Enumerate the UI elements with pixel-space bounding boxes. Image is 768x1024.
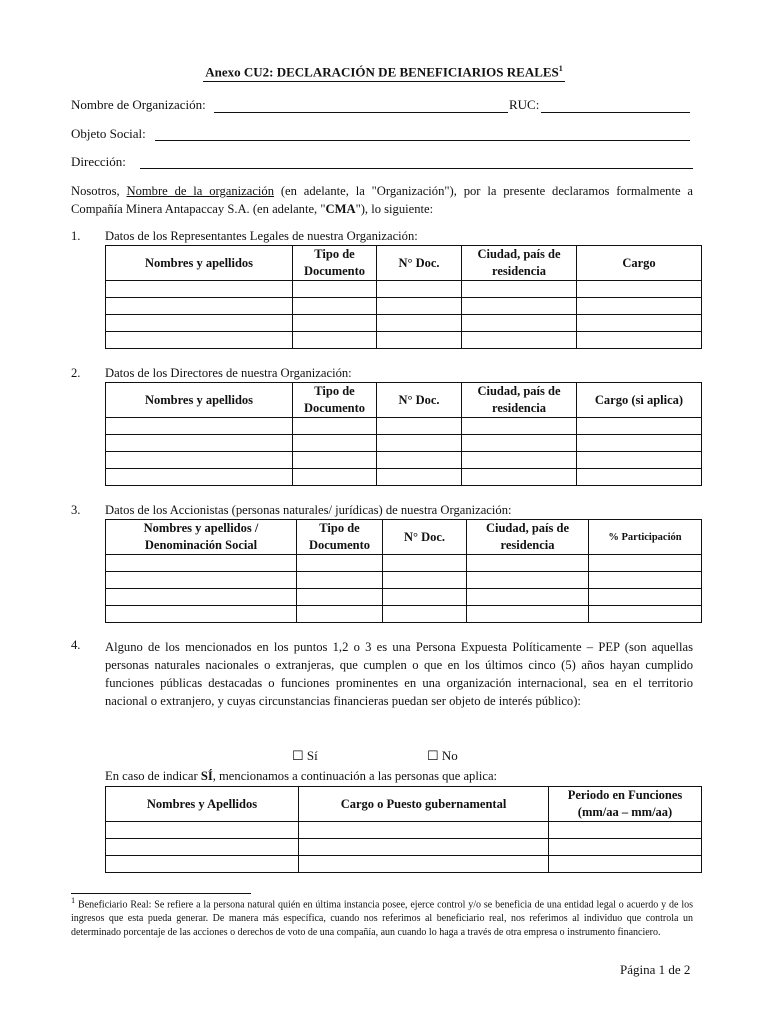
- intro-paragraph: Nosotros, Nombre de la organización (en adelante, la "Organización"), por la presente declaramos formalmente a Compañía Minera Antapaccay S.A. (en adelante, "CMA"), lo siguiente:: [71, 184, 693, 216]
- table-cell[interactable]: [106, 452, 293, 469]
- table-cell[interactable]: [293, 469, 377, 486]
- table-row: [106, 555, 702, 572]
- table-cell[interactable]: [589, 572, 702, 589]
- table-cell[interactable]: [383, 555, 467, 572]
- table-cell[interactable]: [377, 469, 462, 486]
- ruc-label: RUC:: [509, 97, 540, 112]
- table-cell[interactable]: [467, 572, 589, 589]
- representantes-table: [105, 245, 702, 349]
- table-cell[interactable]: [106, 606, 297, 623]
- table-cell[interactable]: [577, 435, 702, 452]
- table-cell[interactable]: [299, 856, 549, 873]
- col-header: Tipo de Documento: [297, 520, 383, 555]
- table-row: [106, 332, 702, 349]
- table-cell[interactable]: [106, 418, 293, 435]
- table-cell[interactable]: [577, 281, 702, 298]
- table-cell[interactable]: [377, 332, 462, 349]
- footnote-text: Beneficiario Real: Se refiere a la persona natural quién en última instancia posee, ejerce control y/o se beneficia de una entidad legal o acuerdo y de los ingresos que esta pueda generar. De manera más específica, cuando nos referimos al beneficiario real, nos referimos al individuo que controla un determinado porcentaje de las acciones o derechos de voto de una compañía, aun cuando lo haga a través de otra empresa o instrumento financiero.: [71, 899, 693, 939]
- table-cell[interactable]: [462, 418, 577, 435]
- col-header: N° Doc.: [377, 246, 462, 281]
- table-row: [106, 298, 702, 315]
- table-cell[interactable]: [293, 452, 377, 469]
- table-row: [106, 839, 702, 856]
- table-cell[interactable]: [299, 839, 549, 856]
- table-cell[interactable]: [299, 822, 549, 839]
- col-header: Tipo de Documento: [293, 246, 377, 281]
- table-cell[interactable]: [589, 555, 702, 572]
- checkbox-icon[interactable]: ☐: [427, 748, 439, 763]
- table-cell[interactable]: [106, 555, 297, 572]
- table-cell[interactable]: [462, 452, 577, 469]
- section-2-heading: Datos de los Directores de nuestra Organización:: [105, 366, 352, 380]
- section-3-number: 3.: [71, 503, 81, 517]
- footnote: [71, 894, 693, 940]
- table-cell[interactable]: [549, 822, 702, 839]
- table-row: [106, 435, 702, 452]
- col-header: Ciudad, país de residencia: [467, 520, 589, 555]
- col-header: Ciudad, país de residencia: [462, 383, 577, 418]
- table-cell[interactable]: [462, 281, 577, 298]
- col-header: N° Doc.: [377, 383, 462, 418]
- si-emphasis: SÍ: [200, 769, 213, 783]
- table-cell[interactable]: [577, 469, 702, 486]
- col-header: % Participación: [589, 520, 702, 555]
- pep-table: [105, 786, 702, 873]
- table-cell[interactable]: [106, 281, 293, 298]
- table-cell[interactable]: [297, 572, 383, 589]
- section-4-number: 4.: [71, 638, 81, 652]
- col-header: Nombres y apellidos: [106, 383, 293, 418]
- table-cell[interactable]: [106, 435, 293, 452]
- document-title: [0, 64, 768, 82]
- pep-question: Alguno de los mencionados en los puntos 1,2 o 3 es una Persona Expuesta Políticamente – PEP (son aquellas personas naturales nacionales o extranjeras, que cumplen o que en los últimos cinco (5) años hayan cumplido funciones públicas destacadas o funciones prominentes en una organización internacional, sea en el territorio nacional o extranjero, y cuyas circunstancias financieras puedan ser objeto de interés público):: [105, 640, 693, 708]
- table-cell[interactable]: [577, 452, 702, 469]
- table-cell[interactable]: [467, 606, 589, 623]
- objeto-social-line[interactable]: [155, 140, 690, 141]
- table-cell[interactable]: [383, 572, 467, 589]
- checkbox-icon[interactable]: ☐: [292, 748, 304, 763]
- col-header: Periodo en Funciones (mm/aa – mm/aa): [549, 787, 702, 822]
- section-3-heading: Datos de los Accionistas (personas naturales/ jurídicas) de nuestra Organización:: [105, 503, 512, 517]
- table-cell[interactable]: [377, 281, 462, 298]
- table-row: [106, 606, 702, 623]
- table-cell[interactable]: [549, 839, 702, 856]
- org-name-placeholder: Nombre de la organización: [126, 184, 275, 198]
- direccion-label: Dirección:: [71, 154, 126, 169]
- table-cell[interactable]: [589, 589, 702, 606]
- table-cell[interactable]: [462, 315, 577, 332]
- table-cell[interactable]: [293, 281, 377, 298]
- table-cell[interactable]: [462, 435, 577, 452]
- table-cell[interactable]: [377, 452, 462, 469]
- objeto-social-label: Objeto Social:: [71, 126, 146, 141]
- ruc-line[interactable]: [541, 112, 690, 113]
- table-row: [106, 315, 702, 332]
- table-cell[interactable]: [549, 856, 702, 873]
- table-cell[interactable]: [297, 589, 383, 606]
- table-cell[interactable]: [106, 315, 293, 332]
- col-header: Nombres y apellidos / Denominación Social: [106, 520, 297, 555]
- yes-option[interactable]: [292, 748, 318, 764]
- table-cell[interactable]: [462, 469, 577, 486]
- table-row: [106, 572, 702, 589]
- section-1-number: 1.: [71, 229, 81, 243]
- pep-followup: En caso de indicar SÍ, mencionamos a continuación a las personas que aplica:: [105, 769, 498, 783]
- table-cell[interactable]: [577, 315, 702, 332]
- col-header: Ciudad, país de residencia: [462, 246, 577, 281]
- table-row: [106, 469, 702, 486]
- footnote-mark: 1: [71, 896, 76, 905]
- col-header: Nombres y Apellidos: [106, 787, 299, 822]
- table-cell[interactable]: [293, 298, 377, 315]
- table-cell[interactable]: [467, 555, 589, 572]
- org-name-label: Nombre de Organización:: [71, 97, 206, 112]
- table-cell[interactable]: [293, 315, 377, 332]
- section-1-heading: Datos de los Representantes Legales de nuestra Organización:: [105, 229, 418, 243]
- org-name-line[interactable]: [214, 112, 508, 113]
- title-footnote-mark: 1: [558, 64, 563, 73]
- directores-table: [105, 382, 702, 486]
- table-cell[interactable]: [577, 418, 702, 435]
- cma-abbrev: CMA: [325, 202, 356, 216]
- table-cell[interactable]: [106, 839, 299, 856]
- table-cell[interactable]: [297, 606, 383, 623]
- table-cell[interactable]: [293, 332, 377, 349]
- no-option[interactable]: [427, 748, 458, 764]
- col-header: Cargo: [577, 246, 702, 281]
- accionistas-table: [105, 519, 702, 623]
- table-cell[interactable]: [106, 589, 297, 606]
- yes-label: Sí: [306, 748, 318, 763]
- table-row: [106, 452, 702, 469]
- direccion-line[interactable]: [140, 168, 693, 169]
- table-cell[interactable]: [377, 298, 462, 315]
- col-header: Nombres y apellidos: [106, 246, 293, 281]
- table-cell[interactable]: [293, 435, 377, 452]
- table-row: [106, 281, 702, 298]
- col-header: Cargo (si aplica): [577, 383, 702, 418]
- section-2-number: 2.: [71, 366, 81, 380]
- table-cell[interactable]: [377, 315, 462, 332]
- no-label: No: [441, 748, 458, 763]
- table-cell[interactable]: [377, 435, 462, 452]
- col-header: Cargo o Puesto gubernamental: [299, 787, 549, 822]
- table-cell[interactable]: [589, 606, 702, 623]
- table-row: [106, 822, 702, 839]
- table-cell[interactable]: [383, 606, 467, 623]
- table-row: [106, 589, 702, 606]
- table-cell[interactable]: [106, 469, 293, 486]
- table-row: [106, 856, 702, 873]
- table-cell[interactable]: [293, 418, 377, 435]
- table-cell[interactable]: [106, 572, 297, 589]
- table-cell[interactable]: [577, 332, 702, 349]
- col-header: Tipo de Documento: [293, 383, 377, 418]
- table-cell[interactable]: [297, 555, 383, 572]
- table-cell[interactable]: [383, 589, 467, 606]
- table-cell[interactable]: [467, 589, 589, 606]
- table-cell[interactable]: [462, 332, 577, 349]
- table-cell[interactable]: [106, 856, 299, 873]
- table-row: [106, 418, 702, 435]
- page-number: Página 1 de 2: [620, 962, 691, 977]
- table-cell[interactable]: [106, 332, 293, 349]
- col-header: N° Doc.: [383, 520, 467, 555]
- table-cell[interactable]: [377, 418, 462, 435]
- table-cell[interactable]: [106, 298, 293, 315]
- title-text: Anexo CU2: DECLARACIÓN DE BENEFICIARIOS REALES: [205, 64, 559, 80]
- table-cell[interactable]: [462, 298, 577, 315]
- table-cell[interactable]: [106, 822, 299, 839]
- table-cell[interactable]: [577, 298, 702, 315]
